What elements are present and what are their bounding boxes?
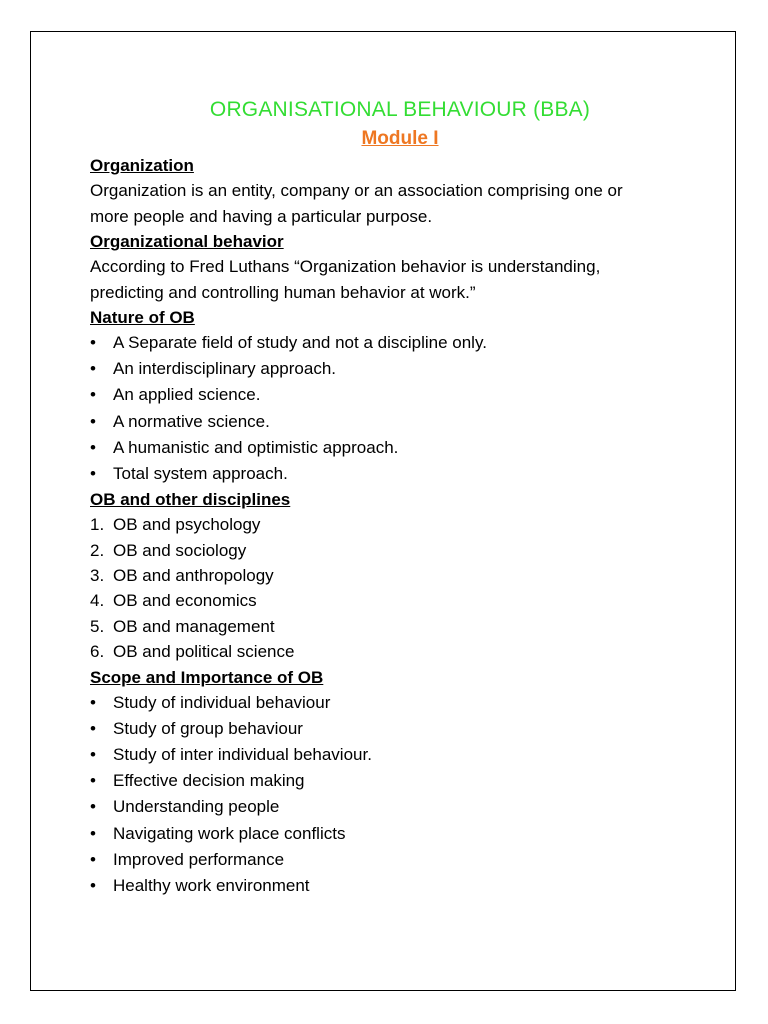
nature-of-ob-list <box>90 330 710 487</box>
list-item: • Study of individual behaviour <box>90 690 710 716</box>
list-item <box>90 563 710 588</box>
list-number: 5. <box>90 616 105 636</box>
list-item: • Study of inter individual behaviour. <box>90 742 710 768</box>
section-heading-organizational-behavior: Organizational behavior <box>90 232 284 251</box>
list-item: • Healthy work environment <box>90 873 710 899</box>
list-item <box>90 588 710 613</box>
list-item-text: OB and anthropology <box>113 566 274 586</box>
ob-disciplines-list <box>90 512 710 664</box>
list-item-text: OB and psychology <box>113 515 261 535</box>
section-heading-ob-other-disciplines: OB and other disciplines <box>90 490 291 510</box>
list-item: • Navigating work place conflicts <box>90 821 710 847</box>
list-item-text: OB and sociology <box>113 540 247 560</box>
list-number: 4. <box>90 591 105 611</box>
list-item: • A Separate field of study and not a discipline only. <box>90 330 710 356</box>
list-item <box>90 639 710 664</box>
module-subtitle: Module I <box>361 128 439 149</box>
list-item: • An interdisciplinary approach. <box>90 356 710 382</box>
list-item: • Study of group behaviour <box>90 716 710 742</box>
list-item <box>90 512 710 537</box>
list-item: • Understanding people <box>90 794 710 820</box>
list-number: 1. <box>90 515 105 535</box>
list-item: • Effective decision making <box>90 768 710 794</box>
list-item <box>90 614 710 639</box>
scope-importance-list <box>90 690 710 900</box>
section-heading-scope-importance: Scope and Importance of OB <box>90 667 324 687</box>
list-number: 2. <box>90 540 105 560</box>
list-item-text: OB and political science <box>113 642 295 662</box>
list-item <box>90 538 710 563</box>
list-number: 3. <box>90 566 105 586</box>
list-item: • Total system approach. <box>90 461 710 487</box>
organization-definition-line: Organization is an entity, company or an association comprising one or <box>90 181 623 200</box>
list-item-text: OB and management <box>113 616 275 636</box>
ob-definition-line: According to Fred Luthans “Organization behavior is understanding, <box>90 257 601 276</box>
document-body <box>90 95 710 899</box>
section-heading-organization: Organization <box>90 156 194 175</box>
section-heading-nature-of-ob: Nature of OB <box>90 308 195 327</box>
organization-definition-line: more people and having a particular purpose. <box>90 206 433 226</box>
list-item-text: OB and economics <box>113 591 257 611</box>
list-number: 6. <box>90 642 105 662</box>
list-item: • A humanistic and optimistic approach. <box>90 435 710 461</box>
ob-definition-line: predicting and controlling human behavior at work.” <box>90 282 476 302</box>
list-item: • Improved performance <box>90 847 710 873</box>
list-item: • An applied science. <box>90 382 710 408</box>
document-title: ORGANISATIONAL BEHAVIOUR (BBA) <box>209 98 591 121</box>
list-item: • A normative science. <box>90 409 710 435</box>
